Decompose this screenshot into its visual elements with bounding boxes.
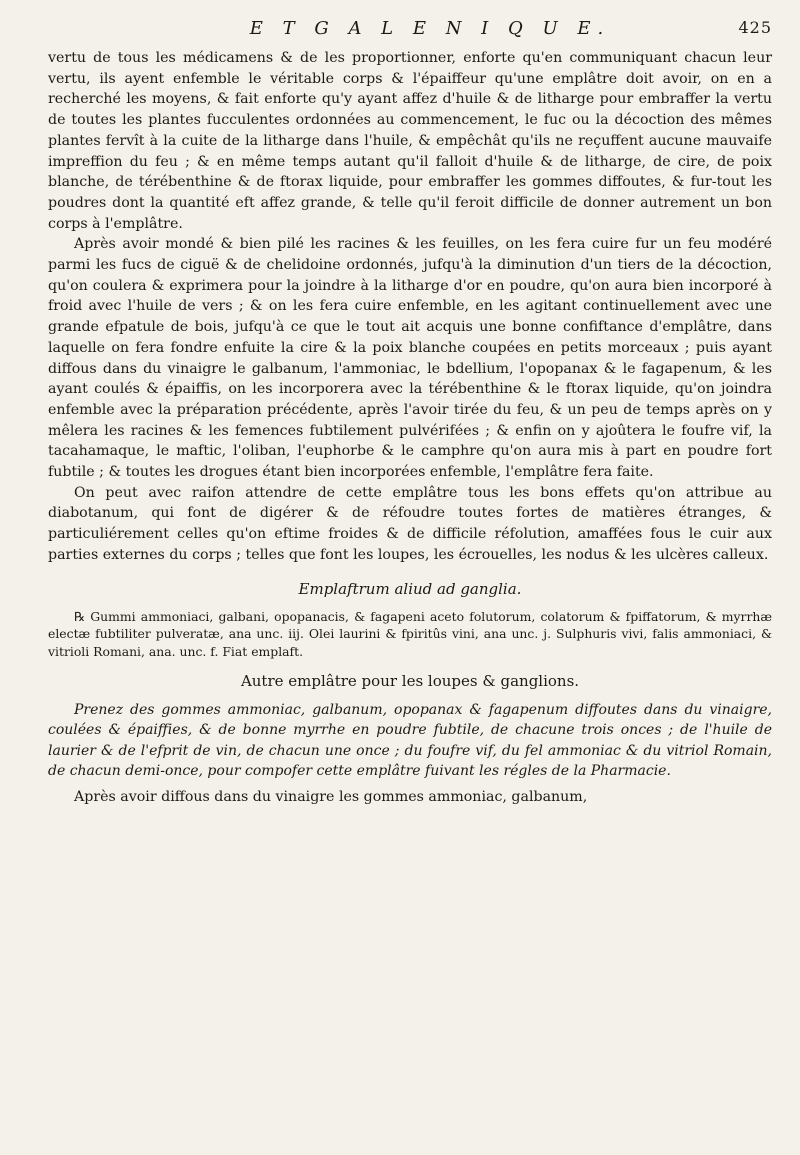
running-title: E T G A L E N I Q U E.	[249, 18, 611, 39]
latin-heading: Emplaftrum aliud ad ganglia.	[298, 579, 522, 598]
page	[48, 18, 772, 808]
page-number: 425	[738, 18, 772, 37]
running-head	[48, 18, 772, 48]
paragraph: On peut avec raifon attendre de cette emplâtre tous les bons effets qu'on attribue au diabotanum, qui font de digérer & de réfoudre toutes fortes de matières étranges, & particuliérement celles qu'on eftime froides & de difficile réfolution, amaffées fous le cuir aux parties externes du corps ; telles que font les loupes, les écrouelles, les nodus & les ulcères calleux.	[48, 484, 772, 563]
latin-recipe: ℞ Gummi ammoniaci, galbani, opopanacis, & fagapeni aceto folutorum, colatorum & fpiffatorum, & myrrhæ electæ fubtiliter pulveratæ, ana unc. iij. Olei laurini & fpiritûs vini, ana unc. j. Sulphuris vivi, falis ammoniaci, & vitrioli Romani, ana. unc. f. Fiat emplaft.	[48, 608, 772, 659]
french-recipe: Prenez des gommes ammoniac, galbanum, opopanax & fagapenum diffoutes dans du vinaigre, coulées & épaiffies, & de bonne myrrhe en poudre fubtile, de chacune trois onces ; de l'huile de laurier & de l'efprit de vin, de chacun une once ; du foufre vif, du fel ammoniac & du vitriol Romain, de chacun demi-once, pour compofer cette emplâtre fuivant les régles de la Pharmacie.	[48, 702, 772, 779]
french-heading: Autre emplâtre pour les loupes & ganglions.	[240, 672, 580, 691]
final-line: Après avoir diffous dans du vinaigre les gommes ammoniac, galbanum,	[74, 789, 588, 806]
paragraph: Après avoir mondé & bien pilé les racines & les feuilles, on les fera cuire fur un feu modéré parmi les fucs de ciguë & de chelidoine ordonnés, jufqu'à la diminution d'un tiers de la décoction, qu'on coulera & exprimera pour la joindre à la litharge d'or en poudre, qu'on aura bien incorporé à froid avec l'huile de vers ; & on les fera cuire enfemble, en les agitant continuellement avec une grande efpatule de bois, jufqu'à ce que le tout ait acquis une bonne confiftance d'emplâtre, dans laquelle on fera fondre enfuite la cire & la poix blanche coupées en petits morceaux ; puis ayant diffous dans du vinaigre le galbanum, l'ammoniac, le bdellium, l'opopanax & le fagapenum, & les ayant coulés & épaiffis, on les incorporera avec la térébenthine & le ftorax liquide, qu'on joindra enfemble avec la préparation précédente, après l'avoir tirée du feu, & un peu de temps après on y mêlera les racines & les femences fubtilement pulvérifées ; & enfin on y ajoûtera le foufre vif, la tacahamaque, le maftic, l'oliban, l'euphorbe & le camphre qu'on aura mis à part en poudre fort fubtile ; & toutes les drogues étant bien incorporées enfemble, l'emplâtre fera faite.	[48, 236, 772, 481]
body-text	[48, 48, 772, 566]
paragraph: vertu de tous les médicamens & de les proportionner, enforte qu'en communiquant chacun leur vertu, ils ayent enfemble le véritable corps & l'épaiffeur qu'une emplâtre doit avoir, on en a recherché les moyens, & fait enforte qu'y ayant affez d'huile & de litharge pour embraffer la vertu de toutes les plantes fucculentes ordonnées au commencement, le fuc ou la décoction des mêmes plantes fervît à la cuite de la litharge dans l'huile, & empêchât qu'ils ne reçuffent aucune mauvaife impreffion du feu ; & en même temps autant qu'il falloit d'huile & de litharge, de cire, de poix blanche, de térébenthine & de ftorax liquide, pour embraffer les gommes diffoutes, & fur-tout les poudres dont la quantité eft affez grande, & telle qu'il feroit difficile de donner autrement un bon corps à l'emplâtre.	[48, 50, 772, 232]
